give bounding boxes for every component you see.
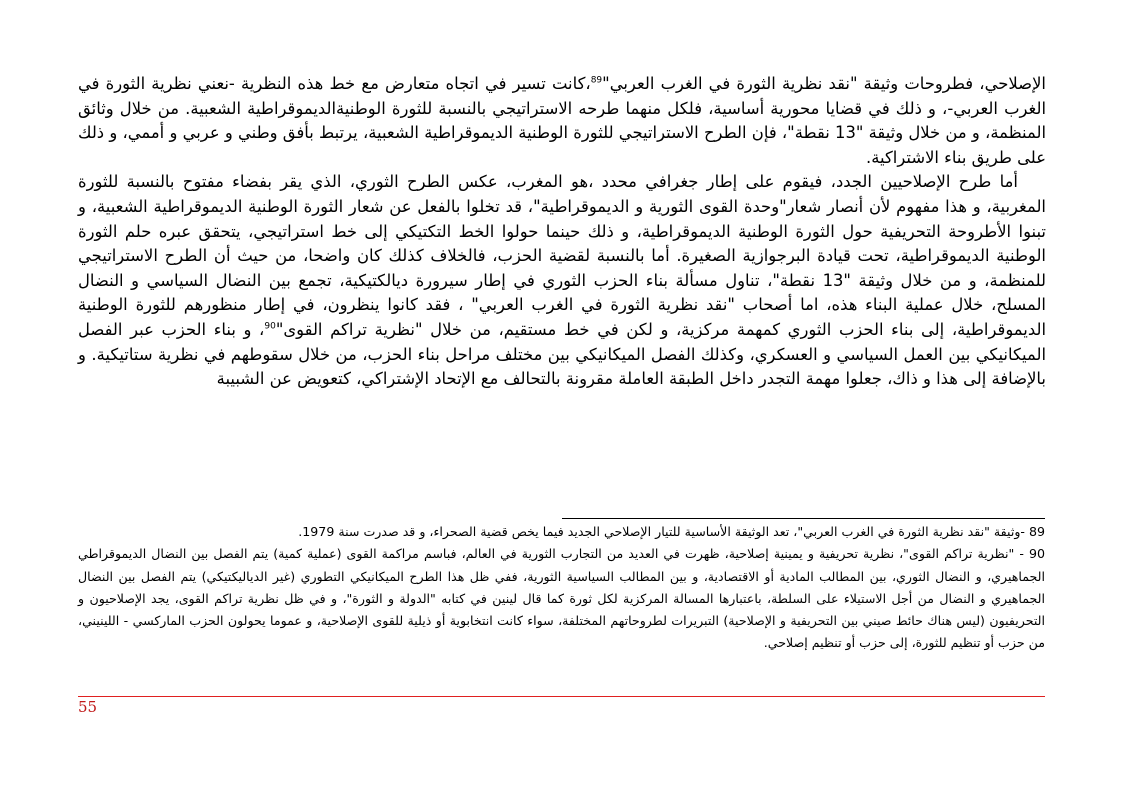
paragraph-text: أما طرح الإصلاحيين الجدد، فيقوم على إطار جغرافي محدد ،هو المغرب، عكس الطرح الثوري، الذي يقر بفضاء مفتوح بالنسبة للثورة المغربية، و هذا مفهوم لأن أنصار شعار"وحدة القوى الثورية و الديموقراطية"، قد تخلوا بالفعل عن شعار الثورة الوطنية الديموقراطية الشعبية، و تبنوا الأطروحة التحريفية حول الثورة الوطنية الديموقراطية، و ذلك حينما حولوا الخط التكتيكي إلى خط استراتيجي، يتحقق عبره حلم الثورة الوطنية الديموقراطية، تحت قيادة البرجوازية الصغيرة. أما بالنسبة لقضية الحزب، فالخلاف كذلك كان واضحا، من حيث أن الطرح الاستراتيجي للمنظمة، و من خلال وثيقة "13 نقطة"، تناول مسألة بناء الحزب الثوري في إطار سيرورة ديالكتيكية، تجمع بين النضال السياسي و النضال المسلح، خلال عملية البناء هذه، اما أصحاب "نقد نظرية الثورة في الغرب العربي" ، فقد كانوا ينظرون، في إطار منظورهم للثورة الوطنية الديموقراطية، إلى بناء الحزب الثوري كمهمة مركزية، و لكن في خط مستقيم، من خلال "نظرية تراكم القوى" [78,172,1046,339]
footnote-ref-89[interactable]: 89 [590,75,603,86]
paragraph-text: الإصلاحي، فطروحات وثيقة "نقد نظرية الثورة في الغرب العربي" [602,74,1046,93]
page-number: 55 [78,698,98,716]
footnote-90: 90 - "نظرية تراكم القوى"، نظرية تحريفية و يمينية إصلاحية، ظهرت في العديد من التجارب الثورية في العالم، فباسم مراكمة القوى (عملية كمية) يتم الفصل بين النضال الديموقراطي الجماهيري، و النضال الثوري، بين المطالب المادية أو الاقتصادية، و بين المطالب السياسية الثورية، ففي ظل هذا الطرح الميكانيكي التطوري (غير الدياليكتيكي) يتم الفصل بين النضال الجماهيري و النضال من أجل الاستيلاء على السلطة، باعتبارها المسالة المركزية لكل ثورة كما قال لينين في كتابه "الدولة و الثورة"، و في ظل نظرية تراكم القوى، يجد الإصلاحيون و التحريفيون (ليس هناك حائط صيني بين التحريفية و الإصلاحية) التبريرات لطروحاتهم المختلفة، سواء كانت انتخابوية أو ذيلية للقوى الإصلاحية، و عموما يحولون الحزب الماركسي - اللينيني، من حزب أو تنظيم للثورة، إلى حزب أو تنظيم إصلاحي. [78,546,1045,651]
footnotes [78,521,1045,655]
main-text [78,72,1046,392]
paragraph-text: ، و بناء الحزب عبر الفصل الميكانيكي بين العمل السياسي و العسكري، وكذلك الفصل الميكانيكي بين مختلف مراحل بناء الحزب، من خلال سقوطهم في نظرية ستاتيكية. و بالإضافة إلى هذا و ذاك، جعلوا مهمة التجدر داخل الطبقة العاملة مقرونة بالتحالف مع الإتحاد الإشتراكي، كتعويض عن الشبيبة [78,319,1046,389]
paragraph-text: ،كانت تسير في اتجاه متعارض مع خط هذه النظرية -نعني نظرية الثورة في الغرب العربي-، و ذلك في قضايا محورية أساسية، فلكل منهما طرحه الاستراتيجي بالنسبة للثورة الوطنيةالديموقراطية الشعبية. من خلال وثائق المنظمة، و من خلال وثيقة "13 نقطة"، فإن الطرح الاستراتيجي للثورة الوطنية الديموقراطية الشعبية، يرتبط بأفق وطني و عربي و أممي، و ذلك على طريق بناء الاشتراكية. [78,74,1046,167]
paragraph [78,170,1046,391]
paragraph [78,72,1046,170]
footnote-ref-90[interactable]: 90 [264,321,276,332]
page-footer-rule [78,696,1045,697]
footnote-89: 89 -وثيقة "نقد نظرية الثورة في الغرب العربي"، تعد الوثيقة الأساسية للتيار الإصلاحي الجديد فيما يخص قضية الصحراء، و قد صدرت سنة 1979. [298,524,1045,539]
footnote-separator [562,518,1045,519]
